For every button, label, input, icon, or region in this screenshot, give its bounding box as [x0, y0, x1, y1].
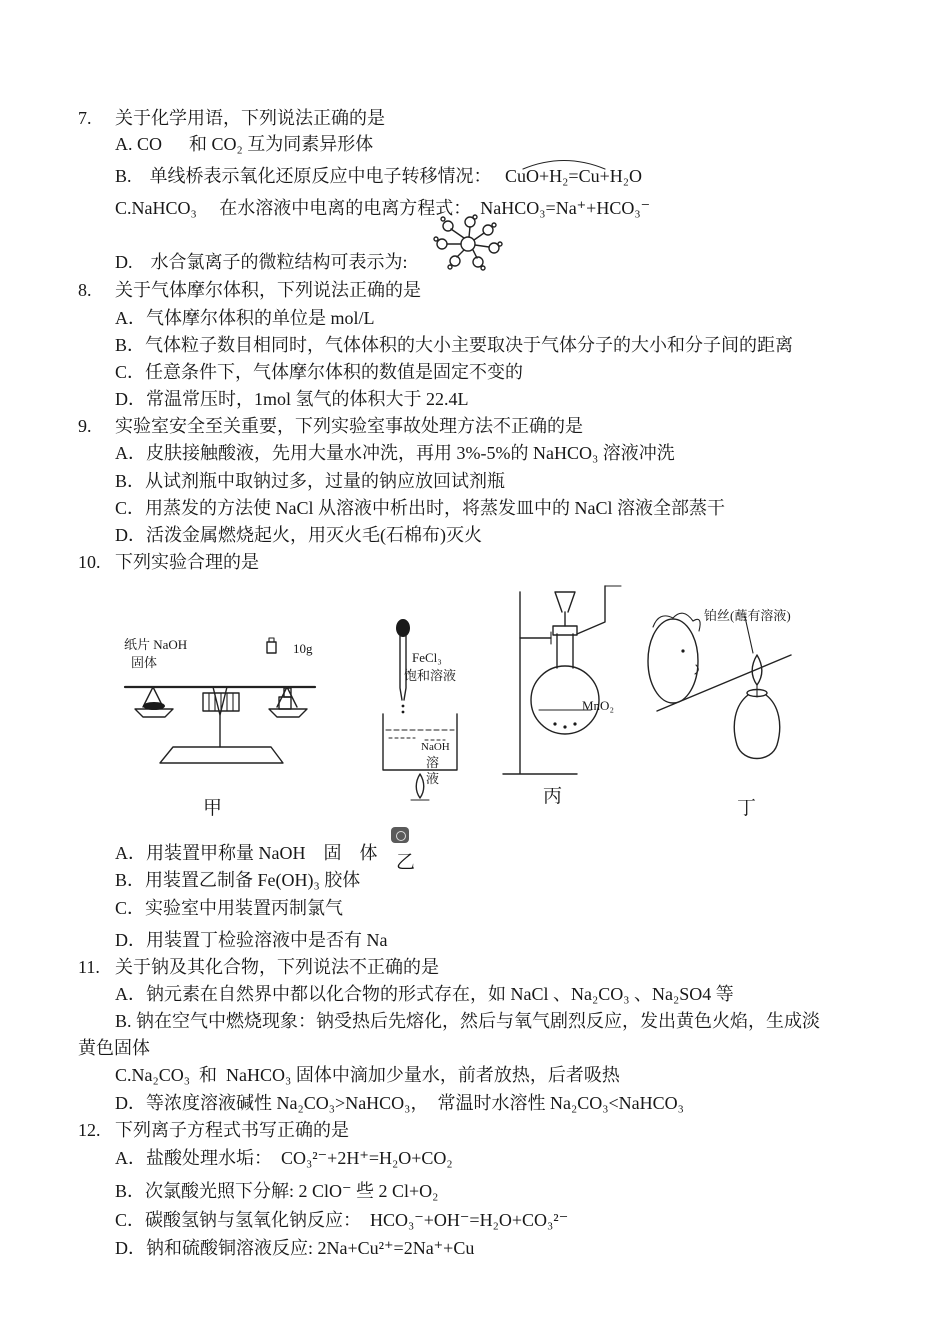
weight-10g-label: 10g: [293, 641, 313, 656]
question-9-option-c: C．用蒸发的方法使 NaCl 从溶液中析出时，将蒸发皿中的 NaCl 溶液全部蒸干: [115, 498, 725, 518]
question-10-option-b: B．用装置乙制备 Fe(OH)₃ 胶体: [115, 870, 361, 890]
electron-transfer-bridge-arc: [520, 155, 608, 170]
question-7-option-b: B. 单线桥表示氧化还原反应中电子转移情况： CuO+H₂=Cu+H₂O: [115, 166, 643, 186]
question-11-option-b-line2: 黄色固体: [78, 1038, 150, 1058]
question-9-option-d: D．活泼金属燃烧起火，用灭火毛(石棉布)灭火: [115, 525, 482, 545]
saturated-solution-label: 饱和溶液: [404, 668, 457, 683]
question-9-text: 实验室安全至关重要，下列实验室事故处理方法不正确的是: [115, 416, 583, 436]
fecl3-label: FeCl₃: [412, 650, 442, 665]
figure-flask-apparatus: [495, 578, 645, 790]
balance-left-pan: [135, 687, 173, 717]
question-9-option-b: B．从试剂瓶中取钠过多，过量的钠应放回试剂瓶: [115, 471, 506, 491]
naoh-solution-label: NaOH: [421, 741, 450, 753]
question-8-option-a: A．气体摩尔体积的单位是 mol/L: [115, 308, 375, 328]
question-11-option-a: A．钠元素在自然界中都以化合物的形式存在，如 NaCl 、Na₂CO₃ 、Na₂SO4 等: [115, 984, 734, 1004]
weight-icon: [267, 638, 276, 653]
question-11-option-d: D．等浓度溶液碱性 Na₂CO₃>NaHCO₃， 常温时水溶性 Na₂CO₃<NaHCO₃: [115, 1093, 684, 1113]
question-8-stem: [78, 278, 421, 302]
hydrated-chloride-structure: [428, 214, 508, 272]
observer-face: [648, 613, 700, 703]
question-11-number: 11.: [78, 957, 100, 977]
question-9-stem: [78, 414, 583, 438]
delivery-tube: [577, 586, 621, 634]
question-12-stem: [78, 1118, 349, 1142]
dropping-funnel: [555, 592, 575, 626]
question-7-option-d: D. 水合氯离子的微粒结构可表示为:: [115, 252, 408, 272]
figure-label-jia: 甲: [203, 798, 223, 819]
mno2-label: MnO₂: [582, 698, 614, 713]
question-10-option-d: D．用装置丁检验溶液中是否有 Na: [115, 930, 388, 950]
question-9-number: 9.: [78, 416, 92, 436]
question-10-option-c: C．实验室中用装置丙制氯气: [115, 898, 344, 918]
balance-solid-label: 固体: [131, 655, 158, 670]
balance-pointer-scale: [203, 687, 239, 715]
platinum-wire-label: 铂丝(蘸有溶液): [704, 608, 791, 623]
figure-flame-test-apparatus: [645, 593, 805, 793]
question-7-text: 关于化学用语，下列说法正确的是: [115, 108, 385, 128]
question-7-stem: [78, 106, 385, 130]
question-10-option-a: A．用装置甲称量 NaOH 固 体: [115, 843, 378, 863]
question-12-text: 下列离子方程式书写正确的是: [115, 1120, 349, 1140]
balance-stand-base: [160, 715, 283, 763]
camera-icon: [391, 827, 409, 843]
question-7-option-c: C.NaHCO₃ 在水溶液中电离的电离方程式： NaHCO₃=Na⁺+HCO₃⁻: [115, 198, 651, 218]
question-8-option-d: D．常温常压时，1mol 氢气的体积大于 22.4L: [115, 389, 469, 409]
question-11-text: 关于钠及其化合物，下列说法不正确的是: [115, 957, 439, 977]
solution-char-1: 溶: [426, 755, 440, 770]
question-12-option-b: B．次氯酸光照下分解: 2 ClO⁻ 些 2 Cl+O₂: [115, 1181, 439, 1201]
question-8-option-b: B．气体粒子数目相同时，气体体积的大小主要取决于气体分子的大小和分子间的距离: [115, 335, 794, 355]
question-10-text: 下列实验合理的是: [115, 552, 259, 572]
central-ion: [461, 237, 475, 251]
question-11-option-b-line1: B. 钠在空气中燃烧现象：钠受热后先熔化，然后与氧气剧烈反应，发出黄色火焰，生成淡: [115, 1011, 821, 1031]
question-11-stem: [78, 955, 439, 979]
figure-dropper-beaker-apparatus: [375, 618, 470, 803]
question-12-option-a: A．盐酸处理水垢： CO₃²⁻+2H⁺=H₂O+CO₂: [115, 1148, 453, 1168]
question-11-option-c: C.Na₂CO₃ 和 NaHCO₃ 固体中滴加少量水，前者放热，后者吸热: [115, 1065, 620, 1085]
platinum-wire: [657, 617, 791, 711]
retort-stand: [503, 592, 577, 774]
question-7-option-a: A. CO 和 CO₂ 互为同素异形体: [115, 134, 374, 154]
balance-paper-naoh-label: 纸片 NaOH: [124, 637, 188, 652]
alcohol-lamp: [734, 655, 779, 759]
balance-right-pan: [269, 687, 307, 717]
question-12-option-c: C．碳酸氢钠与氢氧化钠反应： HCO₃⁻+OH⁻=H₂O+CO₃²⁻: [115, 1210, 569, 1230]
solution-char-2: 液: [426, 771, 440, 786]
question-8-number: 8.: [78, 280, 92, 300]
dropper: [396, 619, 410, 713]
question-9-option-a: A．皮肤接触酸液，先用大量水冲洗，再用 3%-5%的 NaHCO₃ 溶液冲洗: [115, 443, 675, 463]
question-7-number: 7.: [78, 108, 92, 128]
figure-label-ding: 丁: [737, 798, 757, 819]
figure-label-bing: 丙: [543, 786, 563, 807]
question-10-stem: [78, 550, 259, 574]
round-bottom-flask: [531, 626, 599, 734]
question-8-option-c: C．任意条件下，气体摩尔体积的数值是固定不变的: [115, 362, 524, 382]
water-molecules: [434, 215, 502, 270]
question-8-text: 关于气体摩尔体积，下列说法正确的是: [115, 280, 421, 300]
question-12-number: 12.: [78, 1120, 101, 1140]
figure-label-yi: 乙: [396, 852, 416, 873]
question-10-number: 10.: [78, 552, 101, 572]
question-12-option-d: D．钠和硫酸铜溶液反应: 2Na+Cu²⁺=2Na⁺+Cu: [115, 1238, 475, 1258]
